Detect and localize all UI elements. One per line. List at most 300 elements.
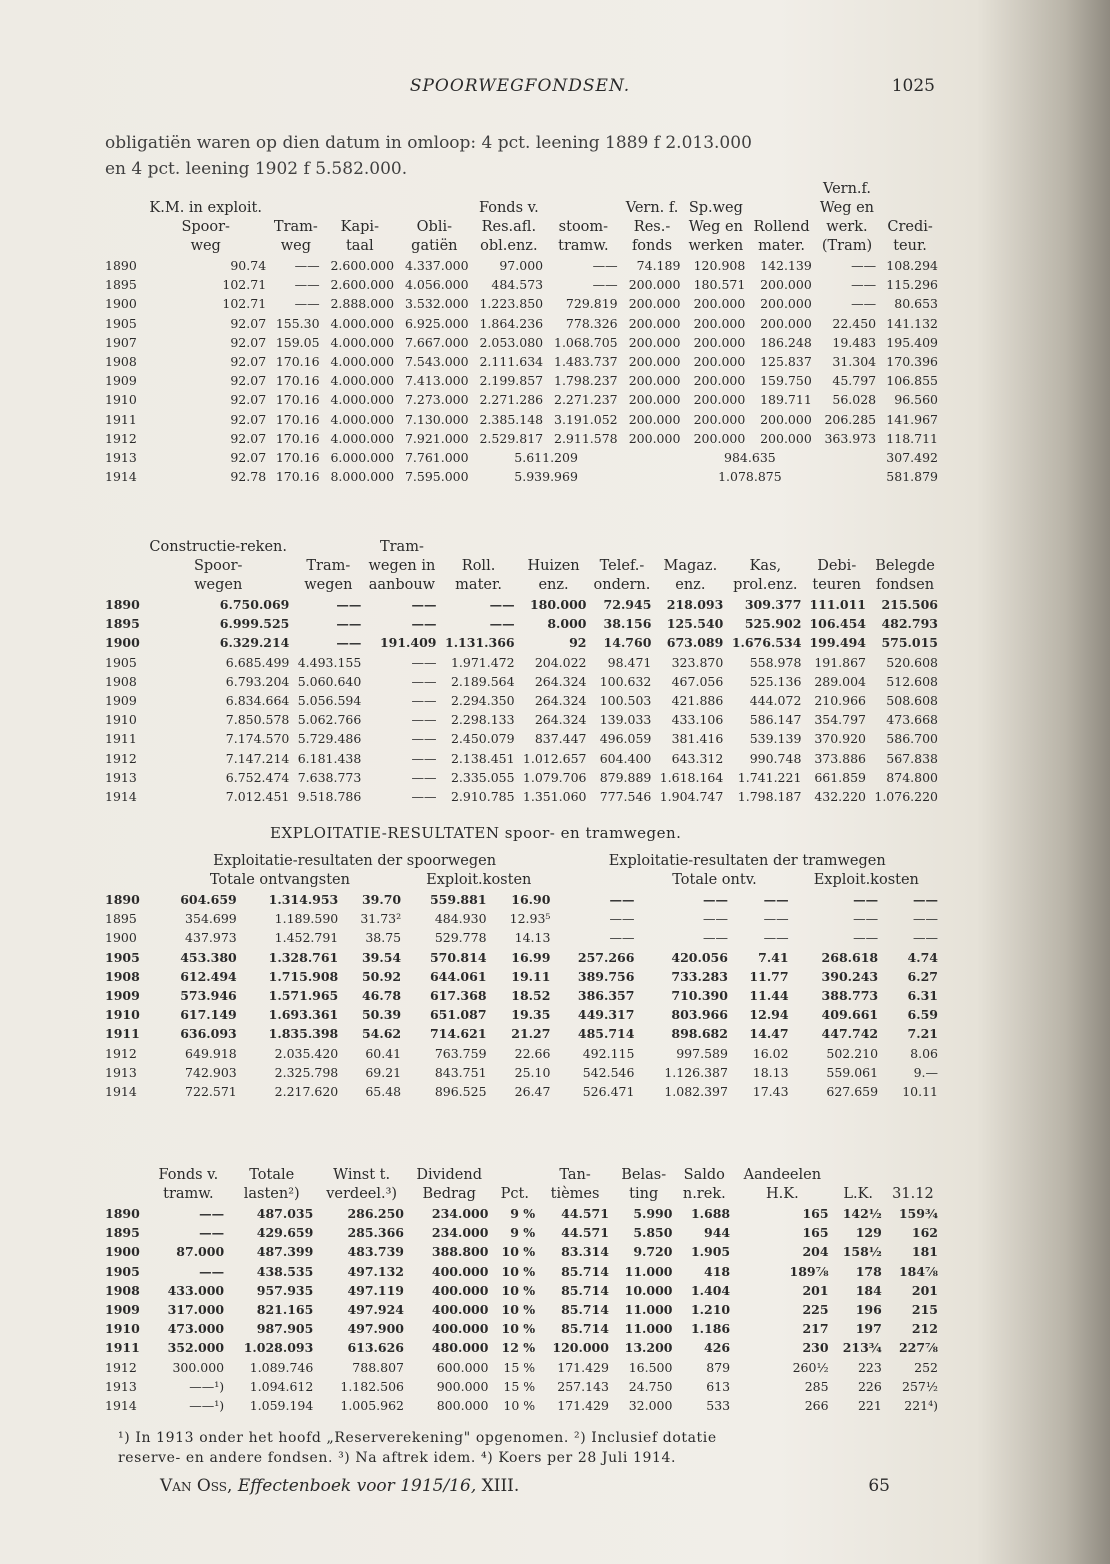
value-cell: 1.131.366 <box>445 635 515 651</box>
header-row <box>105 557 941 576</box>
value-cell: 2.294.350 <box>450 693 515 709</box>
intro-line-2: en 4 pct. leening 1902 f 5.582.000. <box>105 159 408 179</box>
value-cell: 508.608 <box>886 693 938 709</box>
value-cell: 92.07 <box>230 315 267 331</box>
header-row <box>105 237 941 256</box>
column-header: Pct. <box>500 1186 529 1202</box>
column-header: wegen in <box>368 558 436 574</box>
value-cell: 46.78 <box>361 988 402 1004</box>
year-cell: 1908 <box>105 1282 140 1298</box>
value-cell: 520.608 <box>886 654 938 670</box>
value-cell: 186.248 <box>760 334 812 350</box>
header-row <box>105 538 941 557</box>
value-cell: 195.409 <box>886 334 938 350</box>
value-cell: 74.189 <box>636 258 681 273</box>
value-cell: 1.012.657 <box>522 750 587 766</box>
value-cell: 1.005.962 <box>340 1398 404 1414</box>
value-cell: 11.000 <box>624 1302 673 1318</box>
value-cell: 85.714 <box>561 1302 609 1318</box>
column-header: prol.enz. <box>733 577 798 593</box>
column-header: enz. <box>538 577 569 593</box>
value-cell: 1.404 <box>690 1282 731 1298</box>
value-cell: 32.000 <box>628 1398 673 1414</box>
value-cell: 6.834.664 <box>225 693 290 709</box>
column-header <box>748 199 814 218</box>
value-cell: 473.000 <box>167 1321 225 1337</box>
value-cell: 400.000 <box>431 1321 489 1337</box>
column-header: Fonds v. <box>478 200 539 216</box>
table-row <box>105 1377 941 1396</box>
value-cell: 50.39 <box>361 1007 402 1023</box>
value-cell: 215 <box>911 1302 938 1318</box>
value-cell: 12.93⁵ <box>509 911 551 927</box>
value-cell: 170.16 <box>275 469 320 485</box>
value-cell: 497.924 <box>347 1302 404 1318</box>
value-cell: —— <box>763 930 789 946</box>
value-cell: 957.935 <box>256 1282 314 1298</box>
value-cell: 120.908 <box>693 258 746 273</box>
value-cell: 102.71 <box>222 296 267 312</box>
column-header <box>105 199 142 218</box>
value-cell: 2.271.286 <box>479 392 544 408</box>
table-row <box>105 672 941 691</box>
value-cell: 26.47 <box>514 1084 551 1100</box>
year-cell: 1914 <box>105 789 137 805</box>
value-cell: 710.390 <box>671 988 728 1004</box>
column-header: ondern. <box>593 577 651 593</box>
value-cell: 16.90 <box>511 892 551 907</box>
column-header: Spoor- <box>193 558 243 574</box>
value-cell: 200.000 <box>693 296 746 312</box>
value-cell: 1.328.761 <box>268 949 339 965</box>
year-cell: 1909 <box>105 373 137 389</box>
column-header <box>748 180 814 199</box>
page-number: 1025 <box>891 76 935 96</box>
value-cell: 390.243 <box>821 968 879 984</box>
table-row <box>105 967 941 986</box>
value-cell: 12.94 <box>749 1007 789 1023</box>
column-header <box>869 538 941 557</box>
value-cell: 7.921.000 <box>404 430 469 446</box>
year-cell: 1895 <box>105 911 137 927</box>
column-header: Spoor- <box>181 219 230 235</box>
value-cell: 39.54 <box>361 949 402 965</box>
value-cell: —— <box>913 930 938 946</box>
value-cell: 289.004 <box>814 673 867 689</box>
value-cell: 467.056 <box>671 673 724 689</box>
footer-source: Van Oss, <box>160 1476 233 1496</box>
column-header <box>546 180 621 199</box>
value-cell: 388.773 <box>821 988 879 1004</box>
column-header: Rollend <box>753 219 810 235</box>
column-header: wegen <box>194 577 243 593</box>
column-header <box>879 180 941 199</box>
value-cell: 388.800 <box>431 1244 489 1260</box>
column-header: Obli- <box>416 219 452 235</box>
value-cell: 4.337.000 <box>404 258 469 273</box>
value-cell: 4.74 <box>907 949 938 965</box>
table-row <box>105 1300 941 1319</box>
value-cell: 381.416 <box>671 731 724 747</box>
year-cell: 1908 <box>105 968 140 984</box>
value-cell: 200.000 <box>693 373 746 389</box>
footer-volume: XIII. <box>481 1476 520 1496</box>
value-cell: 87.000 <box>176 1244 225 1260</box>
value-cell: 218.093 <box>666 597 724 612</box>
value-cell: 363.973 <box>824 430 877 446</box>
column-header: mater. <box>758 238 805 254</box>
value-cell: 21.27 <box>511 1026 551 1042</box>
value-cell: 309.377 <box>744 597 802 612</box>
value-cell: 125.837 <box>760 354 812 370</box>
value-cell: —— <box>763 911 789 927</box>
value-cell: 252 <box>914 1359 938 1375</box>
column-header: Aandeelen <box>743 1167 822 1183</box>
value-cell: 196 <box>855 1302 882 1318</box>
value-cell: 7.41 <box>758 949 789 965</box>
value-cell: —— <box>336 616 362 632</box>
value-cell: 1.082.397 <box>664 1084 728 1100</box>
value-cell: 612.494 <box>180 968 237 984</box>
value-cell: 400.000 <box>431 1302 489 1318</box>
column-header: tramw. <box>163 1186 214 1202</box>
value-cell: 200.000 <box>693 315 746 331</box>
value-cell: 200.000 <box>693 392 746 408</box>
column-header: Saldo <box>683 1167 725 1183</box>
table-row <box>105 1204 941 1223</box>
value-cell: —— <box>851 277 877 293</box>
value-cell: 10 % <box>501 1282 536 1298</box>
value-cell: 200.000 <box>760 430 812 446</box>
value-cell: —— <box>336 597 362 612</box>
value-cell: 115.296 <box>886 277 938 293</box>
table-row <box>105 710 941 729</box>
value-cell: 7.667.000 <box>404 334 469 350</box>
table-row <box>105 890 941 909</box>
column-header <box>804 538 869 557</box>
header-row <box>105 576 941 595</box>
value-cell: 7.273.000 <box>404 392 469 408</box>
column-header <box>269 180 322 199</box>
column-header <box>885 1166 941 1185</box>
year-cell: 1895 <box>105 1225 140 1241</box>
value-cell: 31.73² <box>360 911 402 927</box>
value-cell: 307.492 <box>886 450 938 466</box>
column-header: (Tram) <box>821 238 873 254</box>
value-cell: 2.910.785 <box>450 789 515 805</box>
column-header <box>105 218 142 237</box>
value-cell: 2.450.079 <box>450 731 515 747</box>
running-title: SPOORWEGFONDSEN. <box>409 76 631 96</box>
value-cell: 778.326 <box>565 315 618 331</box>
column-header <box>105 180 142 199</box>
column-header <box>397 180 472 199</box>
year-cell: 1910 <box>105 1007 140 1023</box>
value-cell: 1.182.506 <box>340 1378 404 1394</box>
value-cell: 92.07 <box>230 354 267 370</box>
column-header: fonds <box>631 238 673 254</box>
column-header: gatiën <box>411 238 458 254</box>
value-cell: 2.035.420 <box>274 1045 339 1061</box>
value-cell: 525.136 <box>749 673 802 689</box>
value-cell: 559.061 <box>826 1064 879 1080</box>
value-cell: 1.028.093 <box>243 1340 314 1356</box>
column-header: Huizen <box>527 558 580 574</box>
value-cell: 191.867 <box>814 654 867 670</box>
value-cell: 7.413.000 <box>404 373 469 389</box>
column-header <box>105 576 144 595</box>
value-cell: 742.903 <box>185 1064 237 1080</box>
value-cell: 14.760 <box>603 635 652 651</box>
value-cell: 200.000 <box>693 430 746 446</box>
value-cell: 4.056.000 <box>404 277 469 293</box>
value-cell: 286.250 <box>347 1206 404 1221</box>
value-cell: 898.682 <box>671 1026 728 1042</box>
value-cell: 200.000 <box>628 354 681 370</box>
value-cell: 573.946 <box>180 988 237 1004</box>
value-cell: 604.659 <box>180 892 237 907</box>
value-cell: 201 <box>911 1282 938 1298</box>
value-cell: 570.814 <box>429 949 487 965</box>
value-cell: 729.819 <box>565 296 618 312</box>
header-row <box>105 1185 941 1204</box>
value-cell: 24.750 <box>628 1378 673 1394</box>
value-cell: 189.711 <box>760 392 812 408</box>
value-cell: 19.483 <box>832 334 877 350</box>
value-cell: 733.283 <box>671 968 728 984</box>
column-header: wegen <box>304 577 353 593</box>
value-cell: 159¾ <box>898 1206 938 1221</box>
column-header: n.rek. <box>682 1186 726 1202</box>
value-cell: 65.48 <box>365 1084 402 1100</box>
value-cell: 111.011 <box>809 597 867 612</box>
value-cell: 165 <box>802 1206 829 1221</box>
year-cell: 1911 <box>105 731 137 747</box>
value-cell: 170.16 <box>275 450 320 466</box>
value-cell: —— <box>199 1225 225 1241</box>
value-cell: 180.571 <box>693 277 746 293</box>
value-cell: 529.778 <box>434 930 487 946</box>
column-header <box>621 180 684 199</box>
value-cell: 180.000 <box>529 597 587 612</box>
value-cell: 200.000 <box>760 296 812 312</box>
value-cell: 22.450 <box>832 315 877 331</box>
value-cell: 2.385.148 <box>479 411 544 427</box>
table-row <box>105 909 941 928</box>
column-header: Magaz. <box>663 558 718 574</box>
value-cell: 159.05 <box>275 334 320 350</box>
value-cell: 4.000.000 <box>330 430 395 446</box>
value-cell: —— <box>411 693 437 709</box>
column-header: tièmes <box>550 1186 600 1202</box>
value-cell: —— <box>199 1206 225 1221</box>
value-cell: 2.271.237 <box>554 392 618 408</box>
table-row <box>105 1063 941 1082</box>
value-cell: 155.30 <box>275 315 320 331</box>
value-cell: —— <box>592 258 618 273</box>
value-cell: 139.033 <box>599 712 652 728</box>
value-cell: 6.925.000 <box>404 315 469 331</box>
value-cell: 100.632 <box>599 673 652 689</box>
value-cell: 200.000 <box>628 430 681 446</box>
value-cell: 2.335.055 <box>450 769 515 785</box>
value-cell: 2.911.578 <box>554 430 618 446</box>
table-row <box>105 633 941 652</box>
value-cell: 10 % <box>503 1398 536 1414</box>
value-cell: 171.429 <box>557 1398 609 1414</box>
footnote-line-1: ¹) In 1913 onder het hoofd „Reserverekening" opgenomen. ²) Inclusief dotatie <box>118 1430 717 1446</box>
intro-paragraph <box>105 130 940 182</box>
value-cell: 497.119 <box>347 1282 404 1298</box>
value-cell: —— <box>702 911 728 927</box>
value-cell: 106.855 <box>886 373 938 389</box>
value-cell: 9 % <box>510 1225 536 1241</box>
value-cell: 170.396 <box>886 354 938 370</box>
table-row <box>105 691 941 710</box>
value-cell: —— <box>411 712 437 728</box>
table-row <box>105 1262 941 1281</box>
value-cell: 539.139 <box>749 731 802 747</box>
year-cell: 1910 <box>105 1321 140 1337</box>
year-cell: 1909 <box>105 988 140 1004</box>
value-cell: 181 <box>911 1244 938 1260</box>
value-cell: 559.881 <box>429 892 487 907</box>
value-cell: 264.324 <box>534 712 587 728</box>
value-cell: 170.16 <box>275 411 320 427</box>
value-cell: 257.266 <box>577 949 635 965</box>
value-cell: 722.571 <box>185 1084 237 1100</box>
column-header <box>590 538 655 557</box>
value-cell: 512.608 <box>886 673 938 689</box>
table-row <box>105 467 941 486</box>
value-cell: 879.889 <box>599 769 652 785</box>
value-cell: 1.483.737 <box>554 354 618 370</box>
value-cell: 558.978 <box>749 654 802 670</box>
value-cell: —— <box>294 296 320 312</box>
value-cell: 69.21 <box>365 1064 402 1080</box>
value-cell: 7.174.570 <box>225 731 290 747</box>
value-cell: 14.47 <box>749 1026 789 1042</box>
value-cell: 1.189.590 <box>274 911 339 927</box>
value-cell: 31.304 <box>832 354 877 370</box>
value-cell: 1.210 <box>690 1302 731 1318</box>
year-cell: 1908 <box>105 673 137 689</box>
value-cell: 5.056.594 <box>297 693 362 709</box>
value-cell: 19.35 <box>511 1007 551 1023</box>
value-cell: 225 <box>802 1302 829 1318</box>
value-cell: 200.000 <box>628 277 681 293</box>
value-cell: 120.000 <box>552 1340 609 1356</box>
value-cell: 837.447 <box>534 731 587 747</box>
value-cell: 170.16 <box>275 373 320 389</box>
merged-fonds-cell: 5.611.209 <box>514 450 578 466</box>
column-header <box>323 180 398 199</box>
group-spoorwegen: Exploitatie-resultaten der spoorwegen <box>213 853 497 869</box>
value-cell: 92.07 <box>230 430 267 446</box>
value-cell: 2.600.000 <box>330 258 395 273</box>
column-header: aanbouw <box>368 577 436 593</box>
column-header: mater. <box>455 577 502 593</box>
value-cell: 2.111.634 <box>479 354 544 370</box>
table-row <box>105 1082 941 1101</box>
value-cell: 285.366 <box>347 1225 404 1241</box>
value-cell: 542.546 <box>582 1064 635 1080</box>
value-cell: 3.532.000 <box>404 296 469 312</box>
column-header: verdeel.³) <box>326 1186 398 1202</box>
value-cell: 264.324 <box>534 693 587 709</box>
value-cell: 502.210 <box>826 1045 879 1061</box>
value-cell: 2.325.798 <box>274 1064 339 1080</box>
value-cell: 613.626 <box>347 1340 404 1356</box>
value-cell: 15 % <box>503 1359 536 1375</box>
value-cell: —— <box>851 296 877 312</box>
value-cell: 400.000 <box>431 1263 489 1279</box>
table-row <box>105 928 941 947</box>
value-cell: 17.43 <box>752 1084 789 1100</box>
value-cell: 433.000 <box>167 1282 225 1298</box>
table-row <box>105 1396 941 1415</box>
value-cell: 92.07 <box>230 334 267 350</box>
value-cell: 1.068.705 <box>554 334 618 350</box>
value-cell: 433.106 <box>671 712 724 728</box>
value-cell: 526.471 <box>582 1084 635 1100</box>
value-cell: 170.16 <box>275 430 320 446</box>
value-cell: 7.850.578 <box>225 712 290 728</box>
value-cell: 7.595.000 <box>404 469 469 485</box>
value-cell: 18.13 <box>752 1064 789 1080</box>
value-cell: 200.000 <box>760 277 812 293</box>
column-header: Dividend <box>416 1167 482 1183</box>
year-cell: 1905 <box>105 949 140 965</box>
value-cell: 6.752.474 <box>225 769 290 785</box>
value-cell: —— <box>489 597 515 612</box>
value-cell: 604.400 <box>599 750 652 766</box>
column-header: L.K. <box>843 1186 874 1202</box>
value-cell: 200.000 <box>628 334 681 350</box>
value-cell: —— <box>489 616 515 632</box>
value-cell: 421.886 <box>671 693 724 709</box>
year-cell: 1911 <box>105 1340 140 1356</box>
column-header: Roll. <box>461 558 496 574</box>
value-cell: 444.072 <box>749 693 802 709</box>
value-cell: 1.571.965 <box>268 988 339 1004</box>
value-cell: 206.285 <box>824 411 877 427</box>
value-cell: 1.314.953 <box>268 892 339 907</box>
value-cell: 201 <box>802 1282 829 1298</box>
column-header: Debi- <box>817 558 857 574</box>
value-cell: 497.132 <box>347 1263 404 1279</box>
value-cell: 234.000 <box>431 1225 489 1241</box>
column-header: Winst t. <box>333 1167 391 1183</box>
value-cell: 45.797 <box>832 373 877 389</box>
value-cell: 5.729.486 <box>297 731 362 747</box>
value-cell: 184 <box>855 1282 882 1298</box>
footnotes <box>118 1428 948 1468</box>
column-header <box>105 237 142 256</box>
value-cell: —— <box>851 258 877 273</box>
column-header: Belegde <box>875 558 935 574</box>
merged-vernieuwing-cell: 984.635 <box>724 450 776 466</box>
value-cell: 389.756 <box>577 968 635 984</box>
year-cell: 1890 <box>105 597 140 612</box>
value-cell: 420.056 <box>671 949 728 965</box>
year-cell: 1890 <box>105 892 140 907</box>
column-header: weg <box>280 238 311 254</box>
value-cell: 96.560 <box>894 392 938 408</box>
column-header: Vern. f. <box>625 200 679 216</box>
year-cell: 1913 <box>105 1064 137 1080</box>
column-header <box>683 180 748 199</box>
